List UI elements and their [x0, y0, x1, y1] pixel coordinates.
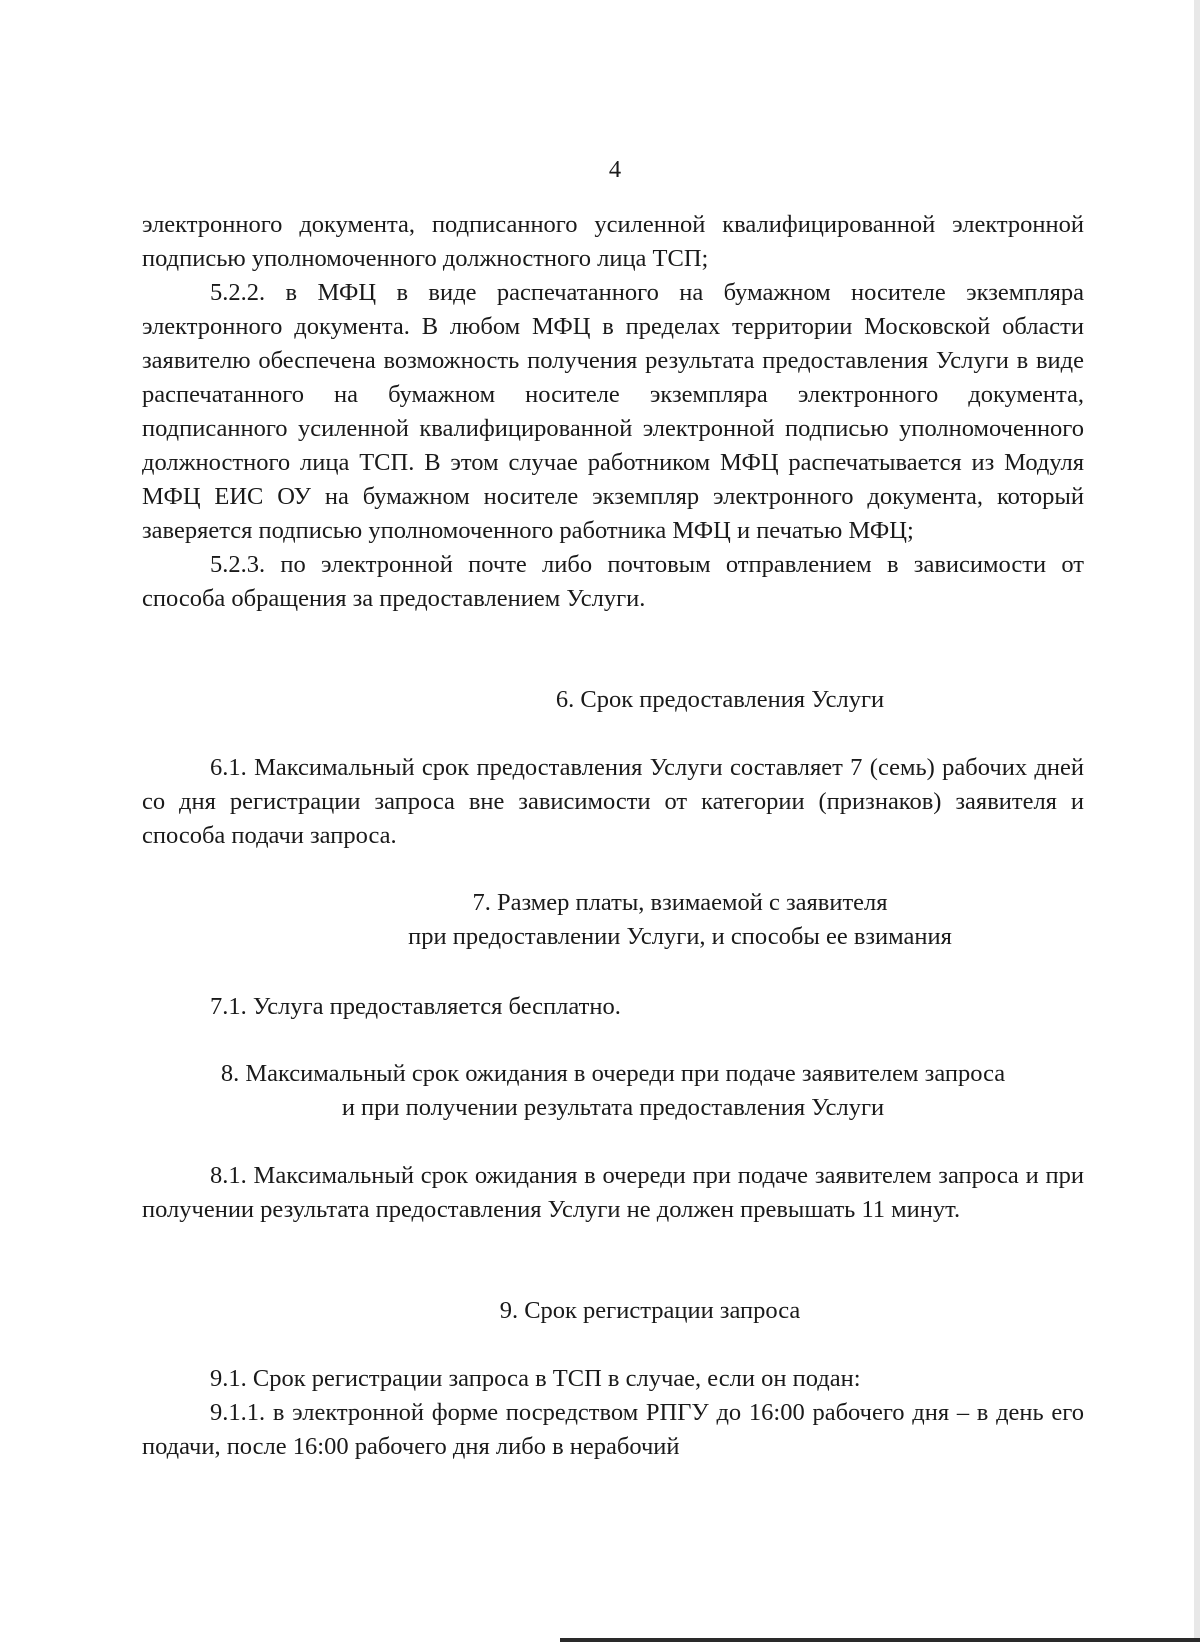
text-block-5-2: [142, 208, 1084, 616]
section-9-heading: 9. Срок регистрации запроса: [499, 1297, 801, 1324]
paragraph-9-1-1: 9.1.1. в электронной форме посредством РПГУ до 16:00 рабочего дня – в день его подачи, после 16:00 рабочего дня либо в нерабочий: [142, 1399, 1084, 1460]
section-8-heading-line-1: 8. Максимальный срок ожидания в очереди при подаче заявителем запроса: [220, 1060, 1006, 1087]
paragraph-9-1: 9.1. Срок регистрации запроса в ТСП в случае, если он подан:: [210, 1365, 861, 1392]
scan-bottom-edge: [560, 1638, 1200, 1642]
paragraph-5-2-2: 5.2.2. в МФЦ в виде распечатанного на бумажном носителе экземпляра электронного документа. В любом МФЦ в пределах территории Московской области заявителю обеспечена возможность получения результата предоставления Услуги в виде распечатанного на бумажном носителе экземпляра электронного документа, подписанного усиленной квалифицированной электронной подписью уполномоченного должностного лица ТСП. В этом случае работником МФЦ распечатывается из Модуля МФЦ ЕИС ОУ на бумажном носителе экземпляр электронного документа, который заверяется подписью уполномоченного работника МФЦ и печатью МФЦ;: [142, 279, 1084, 544]
text-block-6: [142, 751, 1084, 853]
paragraph-6-1: 6.1. Максимальный срок предоставления Услуги составляет 7 (семь) рабочих дней со дня регистрации запроса вне зависимости от категории (признаков) заявителя и способа подачи запроса.: [142, 754, 1084, 849]
section-7-heading-line-2: при предоставлении Услуги, и способы ее взимания: [408, 923, 952, 950]
scan-edge-shadow: [1194, 0, 1200, 1642]
section-8-heading: [142, 1057, 1084, 1125]
section-8-heading-line-2: и при получении результата предоставления Услуги: [341, 1094, 885, 1121]
paragraph-8-1: 8.1. Максимальный срок ожидания в очереди при подаче заявителем запроса и при получении результата предоставления Услуги не должен превышать 11 минут.: [142, 1162, 1084, 1223]
paragraph-5-2-1-end: электронного документа, подписанного усиленной квалифицированной электронной подписью уполномоченного должностного лица ТСП;: [142, 211, 1084, 272]
paragraph-7-1: 7.1. Услуга предоставляется бесплатно.: [210, 993, 621, 1020]
section-7-heading: [300, 886, 1060, 954]
page-number: 4: [608, 156, 622, 183]
text-block-9: [142, 1362, 1084, 1464]
section-6-heading: 6. Срок предоставления Услуги: [555, 686, 885, 713]
paragraph-5-2-3: 5.2.3. по электронной почте либо почтовым отправлением в зависимости от способа обращения за предоставлением Услуги.: [142, 551, 1084, 612]
text-block-8: [142, 1159, 1084, 1227]
section-7-heading-line-1: 7. Размер платы, взимаемой с заявителя: [472, 889, 888, 916]
text-block-7: [142, 990, 1084, 1024]
